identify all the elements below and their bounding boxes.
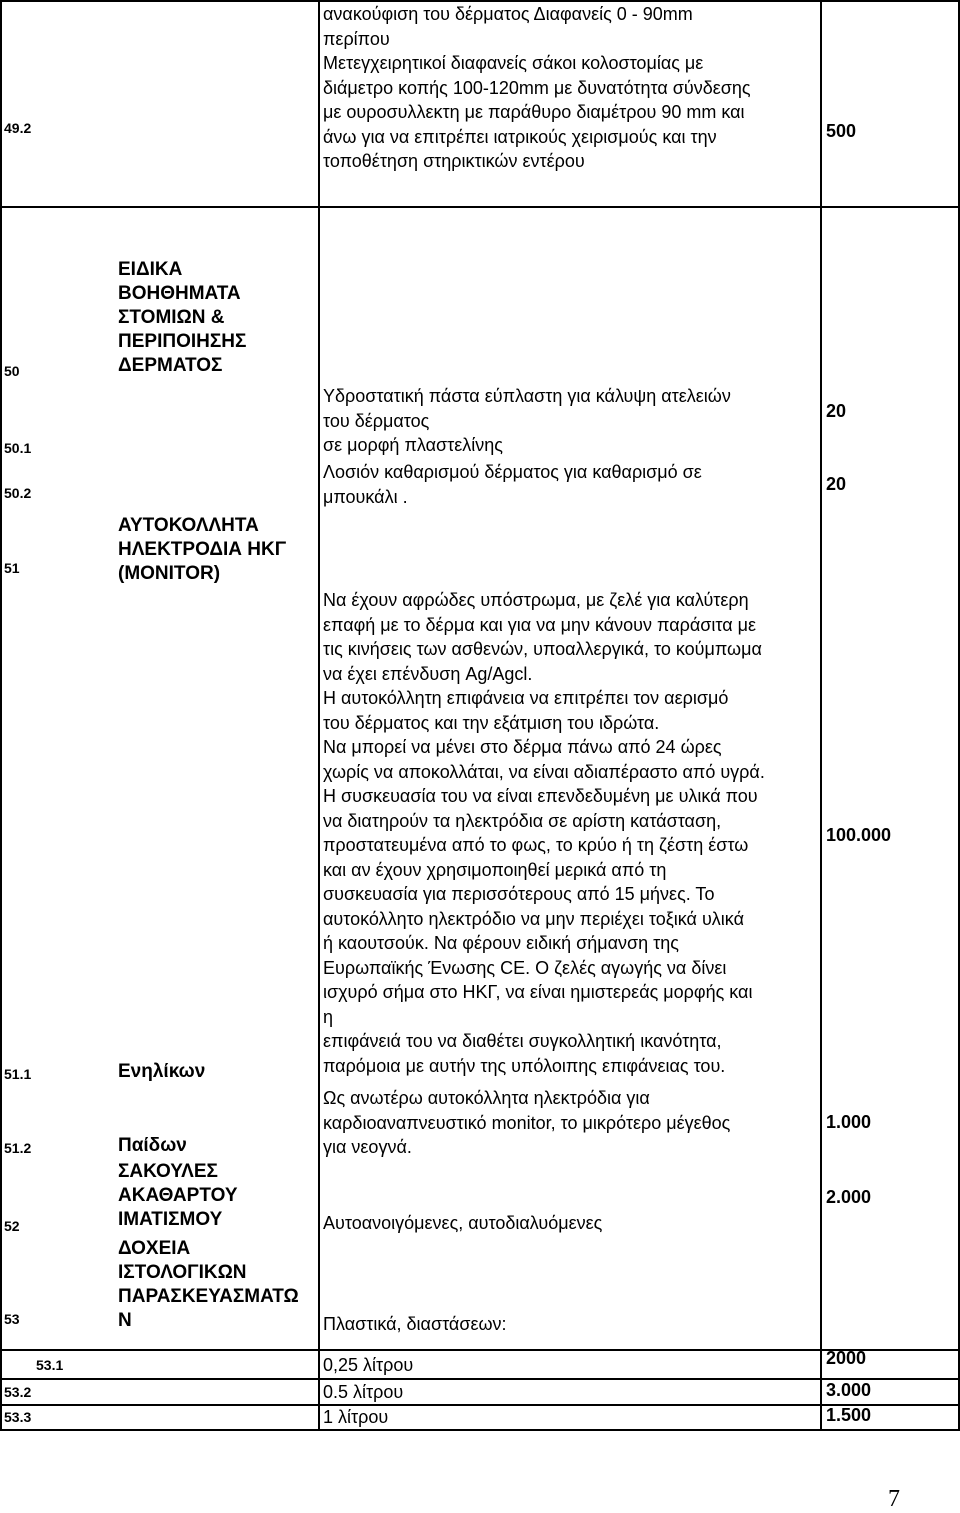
item-description: Να έχουν αφρώδες υπόστρωμα, με ζελέ για καλύτερη επαφή με το δέρμα και για να μην κάνουν παράσιτα με τις κινήσεις των ασθενών, υποαλλεργικά, το κούμπωμα να έχει επένδυση Ag/Agcl. Η αυτοκόλλητη επιφάνεια να επιτρέπει τον αερισμό του δέρματος και την εξάτμιση του ιδρώτα. Να μπορεί να μένει στο δέρμα πάνω από 24 ώρες χωρίς να αποκολλάται, να είναι αδιαπέραστο από υγρά. Η συσκευασία του να είναι επενδεδυμένη με υλικά που να διατηρούν τα ηλεκτρόδια σε αρίστη κατάσταση, προστατευμένα από το φως, το κρύο ή τη ζέστη έστω και αν έχουν χρησιμοποιηθεί μερικά από τη συσκευασία για περισσότερους από 15 μήνες. Το αυτοκόλλητο ηλεκτρόδιο να μην περιέχει τοξικά υλικά ή καουτσούκ. Να φέρουν ειδική σήμανση της Ευρωπαϊκής Ένωσης CE. Ο ζελές αγωγής να δίνει ισχυρό σήμα στο ΗΚΓ, να είναι ημιστερεάς μορφής και η επιφάνειά του να διαθέτει συγκολλητική ικανότητα, παρόμοια με αυτήν της υπόλοιπης επιφάνειας του. — [323, 590, 765, 1076]
item-description: ανακούφιση του δέρματος Διαφανείς 0 - 90mm περίπου Μετεγχειρητικοί διαφανείς σάκοι κολοστομίας με διάμετρο κοπής 100-120mm με δυνατότητα σύνδεσης με ουροσυλλεκτη με παράθυρο διαμέτρου 90 mm και άνω για να επιτρέπει ιατρικούς χειρισμούς και την τοποθέτηση στηρικτικών εντέρου — [323, 4, 751, 171]
item-description: 0,25 λίτρου — [323, 1355, 414, 1375]
item-quantity: 100.000 — [826, 825, 892, 845]
category-title: Παίδων — [118, 1135, 187, 1156]
item-quantity: 2000 — [826, 1348, 867, 1368]
category-title: Ενηλίκων — [118, 1061, 206, 1082]
item-number: 53.2 — [4, 1384, 32, 1400]
item-number: 52 — [4, 1218, 20, 1234]
item-quantity: 500 — [826, 121, 857, 141]
item-number: 53.3 — [4, 1409, 32, 1425]
column-divider — [820, 0, 822, 1431]
item-quantity: 20 — [826, 401, 847, 421]
item-description: Υδροστατική πάστα εύπλαστη για κάλυψη ατελειών του δέρματος σε μορφή πλαστελίνης — [323, 386, 731, 455]
item-quantity: 3.000 — [826, 1380, 872, 1400]
column-divider — [0, 0, 2, 1431]
table-border-bottom — [0, 1429, 960, 1431]
row-divider — [0, 1378, 960, 1380]
row-divider — [0, 1349, 960, 1351]
column-divider — [318, 0, 320, 1431]
category-title: ΔΟΧΕΙΑ ΙΣΤΟΛΟΓΙΚΩΝ ΠΑΡΑΣΚΕΥΑΣΜΑΤΩ Ν — [118, 1238, 299, 1331]
item-number: 51 — [4, 560, 20, 576]
item-quantity: 1.000 — [826, 1112, 872, 1132]
page-number: 7 — [888, 1486, 900, 1512]
item-quantity: 1.500 — [826, 1405, 872, 1425]
item-number: 51.2 — [4, 1140, 32, 1156]
category-title: ΣΑΚΟΥΛΕΣ ΑΚΑΘΑΡΤΟΥ ΙΜΑΤΙΣΜΟΥ — [118, 1161, 238, 1230]
item-quantity: 2.000 — [826, 1187, 872, 1207]
row-divider — [0, 1404, 960, 1406]
category-title: ΕΙΔΙΚΑ ΒΟΗΘΗΜΑΤΑ ΣΤΟΜΙΩΝ & ΠΕΡΙΠΟΙΗΣΗΣ ΔΕΡΜΑΤΟΣ — [118, 259, 247, 376]
item-description: Ως ανωτέρω αυτοκόλλητα ηλεκτρόδια για καρδιοαναπνευστικό monitor, το μικρότερο μέγεθος για νεογνά. — [323, 1088, 731, 1157]
item-number: 53.1 — [36, 1357, 64, 1373]
item-description: Αυτοανοιγόμενες, αυτοδιαλυόμενες — [323, 1213, 603, 1233]
item-number: 53 — [4, 1311, 20, 1327]
item-number: 50.2 — [4, 485, 32, 501]
item-number: 50.1 — [4, 440, 32, 456]
item-number: 51.1 — [4, 1066, 32, 1082]
item-description: 0.5 λίτρου — [323, 1382, 404, 1402]
item-description: Πλαστικά, διαστάσεων: — [323, 1314, 507, 1334]
item-number: 50 — [4, 363, 20, 379]
row-divider — [0, 206, 960, 208]
item-description: Λοσιόν καθαρισμού δέρματος για καθαρισμό σε μπουκάλι . — [323, 462, 702, 507]
item-description: 1 λίτρου — [323, 1407, 389, 1427]
item-quantity: 20 — [826, 474, 847, 494]
category-title: ΑΥΤΟΚΟΛΛΗΤΑ ΗΛΕΚΤΡΟΔΙΑ ΗΚΓ (MONITOR) — [118, 515, 287, 584]
item-number: 49.2 — [4, 120, 32, 136]
